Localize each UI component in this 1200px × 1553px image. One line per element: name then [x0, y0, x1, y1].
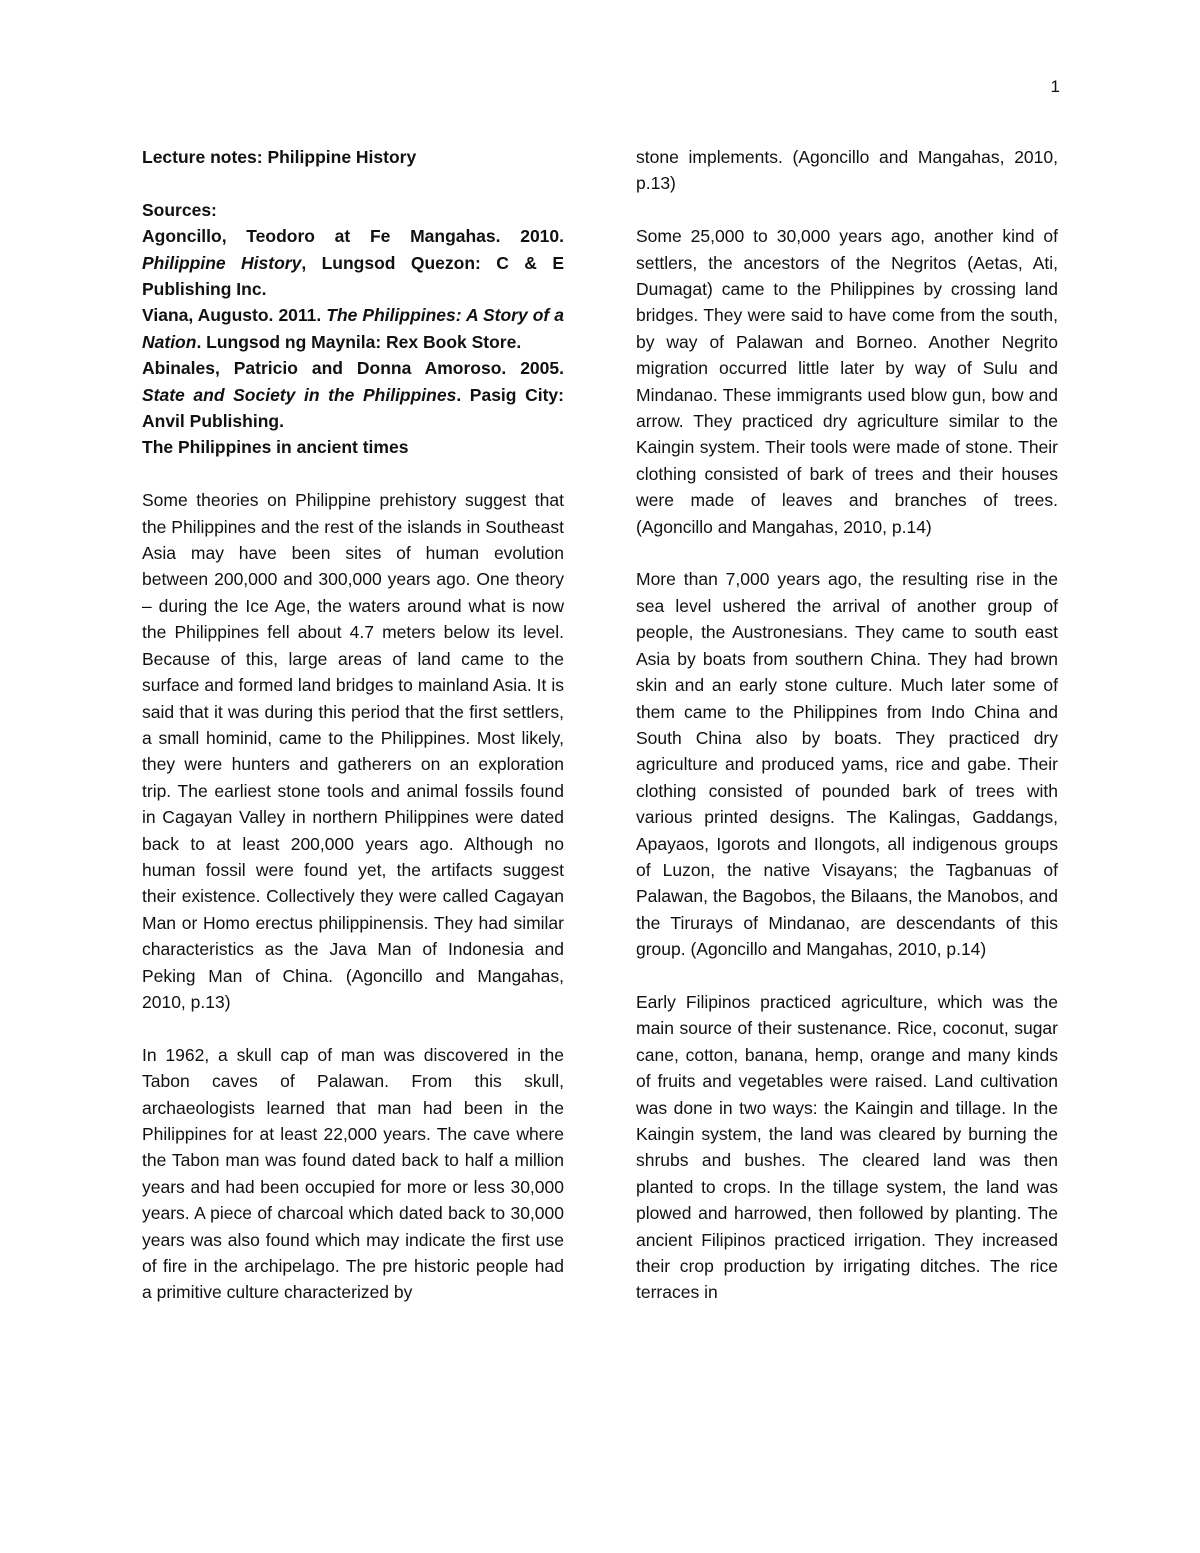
sources-block [142, 197, 564, 435]
source-title: Philippine History [142, 252, 302, 273]
body-paragraph: stone implements. (Agoncillo and Mangahas, 2010, p.13) [636, 147, 1058, 194]
source-text: Viana, Augusto. 2011. [142, 305, 327, 326]
left-column [142, 144, 564, 1306]
page-number: 1 [1050, 77, 1060, 96]
body-paragraph: In 1962, a skull cap of man was discovered in the Tabon caves of Palawan. From this skull, archaeologists learned that man had been in the Philippines for at least 22,000 years. The cave where the Tabon man was found dated back to half a million years and had been occupied for more or less 30,000 years. A piece of charcoal which dated back to 30,000 years was also found which may indicate the first use of fire in the archipelago. The pre historic people had a primitive culture characterized by [142, 1044, 564, 1303]
section-heading: The Philippines in ancient times [142, 437, 409, 458]
body-paragraph: More than 7,000 years ago, the resulting rise in the sea level ushered the arrival of another group of people, the Austronesians. They came to south east Asia by boats from southern China. They had brown skin and an early stone culture. Much later some of them came to the Philippines from Indo China and South China also by boats. They practiced dry agriculture and produced yams, rice and gabe. Their clothing consisted of pounded bark of trees with various printed designs. The Kalingas, Gaddangs, Apayaos, Igorots and Ilongots, all indigenous groups of Luzon, the native Visayans; the Tagbanuas of Palawan, the Bagobos, the Bilaans, the Manobos, and the Tirurays of Mindanao, are descendants of this group. (Agoncillo and Mangahas, 2010, p.14) [636, 569, 1058, 960]
source-entry [142, 223, 564, 302]
source-entry [142, 355, 564, 434]
document-title: Lecture notes: Philippine History [142, 147, 417, 167]
source-text: . Pasig City: Anvil Publishing. [142, 384, 564, 432]
source-text: . Lungsod ng Maynila: Rex Book Store. [196, 331, 522, 352]
source-text: Abinales, Patricio and Donna Amoroso. 2005. [142, 358, 564, 379]
source-entry [142, 302, 564, 355]
source-text: , Lungsod Quezon: C & E Publishing Inc. [142, 252, 564, 300]
source-text: Agoncillo, Teodoro at Fe Mangahas. 2010. [142, 226, 564, 247]
right-column [636, 144, 1058, 1306]
source-title: The Philippines: A Story of a Nation [142, 305, 564, 352]
sources-label: Sources: [142, 199, 217, 220]
body-paragraph: Some 25,000 to 30,000 years ago, another kind of settlers, the ancestors of the Negritos (Aetas, Ati, Dumagat) came to the Philippines by crossing land bridges. They were said to have come from the south, by way of Palawan and Borneo. Another Negrito migration occurred little later by way of Sulu and Mindanao. These immigrants used blow gun, bow and arrow. They practiced dry agriculture similar to the Kaingin system. Their tools were made of stone. Their clothing consisted of bark of trees and their houses were made of leaves and branches of trees. (Agoncillo and Mangahas, 2010, p.14) [636, 226, 1058, 537]
body-paragraph: Some theories on Philippine prehistory suggest that the Philippines and the rest of the islands in Southeast Asia may have been sites of human evolution between 200,000 and 300,000 years ago. One theory – during the Ice Age, the waters around what is now the Philippines fell about 4.7 meters below its level. Because of this, large areas of land came to the surface and formed land bridges to mainland Asia. It is said that it was during this period that the first settlers, a small hominid, came to the Philippines. Most likely, they were hunters and gatherers on an exploration trip. The earliest stone tools and animal fossils found in Cagayan Valley in northern Philippines were dated back to at least 200,000 years ago. Although no human fossil were found yet, the artifacts suggest their existence. Collectively they were called Cagayan Man or Homo erectus philippinensis. They had similar characteristics as the Java Man of Indonesia and Peking Man of China. (Agoncillo and Mangahas, 2010, p.13) [142, 490, 564, 1012]
source-title: State and Society in the Philippines [142, 384, 457, 405]
body-paragraph: Early Filipinos practiced agriculture, which was the main source of their sustenance. Rice, coconut, sugar cane, cotton, banana, hemp, orange and many kinds of fruits and vegetables were raised. Land cultivation was done in two ways: the Kaingin and tillage. In the Kaingin system, the land was cleared by burning the shrubs and bushes. The cleared land was then planted to crops. In the tillage system, the land was plowed and harrowed, then followed by planting. The ancient Filipinos practiced irrigation. They increased their crop production by irrigating ditches. The rice terraces in [636, 991, 1058, 1303]
